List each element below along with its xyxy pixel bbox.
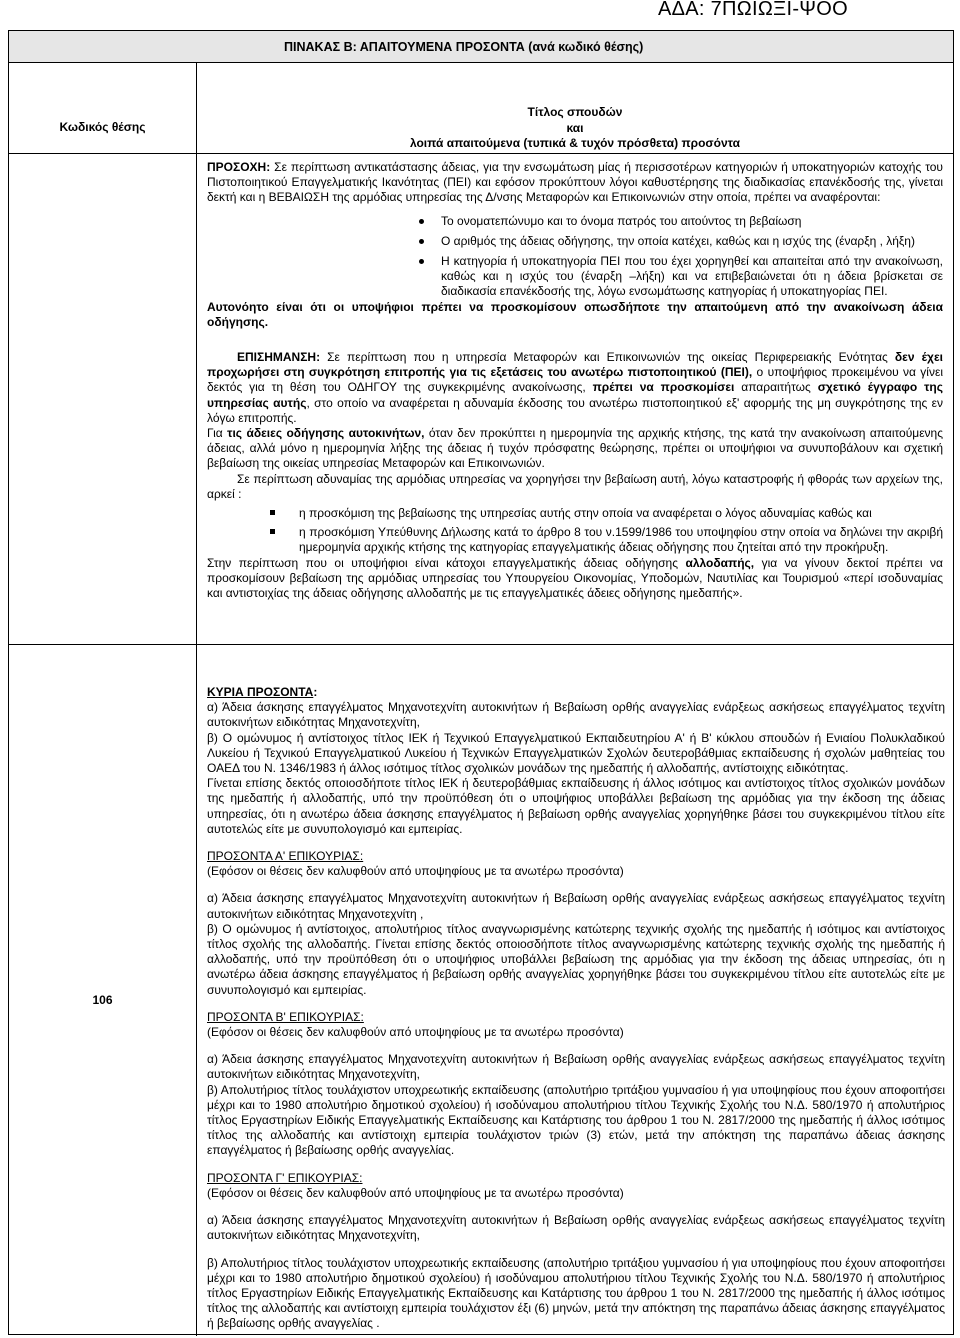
header-title-line1: Τίτλος σπουδών (527, 105, 623, 119)
notice-text-cell (197, 154, 953, 644)
loss-intro: Σε περίπτωση αδυναμίας της αρμόδιας υπηρεσίας να χορηγήσει την βεβαίωση αυτή, λόγω καταστροφής ή φθοράς των αρχείων της, αρκεί : (207, 471, 943, 501)
table-title-row (9, 31, 953, 63)
ada-code: ΑΔΑ: 7ΠΩΙΩΞΙ-ΨΟΟ (657, 0, 848, 20)
header-title-line3: λοιπά απαιτούμενα (τυπικά & τυχόν πρόσθετα) προσόντα (409, 136, 741, 150)
aux-b-heading: ΠΡΟΣΟΝΤΑ Β' ΕΠΙΚΟΥΡΙΑΣ: (207, 1009, 364, 1024)
header-code-label: Κωδικός θέσης (59, 120, 146, 134)
aux-b-item-b: β) Απολυτήριος τίτλος τουλάχιστον υποχρεωτικής εκπαίδευσης (απολυτήριο τριτάξιου γυμνασίου ή για υποψηφίους που έχουν αποφοιτήσει μέχρι και το 1980 απολυτήριο δημοτικού σχολείου) ή ισοδύναμου απολυτήριου τίτλου Τεχνικής Σχολής του Ν.Δ. 580/1970 ή απολυτήριος τίτλος Εργαστηρίων Ειδικής Επαγγελματικής Εκπαίδευσης και Κατάρτισης του άρθρου 1 του Ν. 2817/2000 της ημεδαπής ή άλλος ισότιμος τίτλος της αλλοδαπής και αντίστοιχη εμπειρία τουλάχιστον τριών (3) ετών, μετά την απόκτηση της παραπάνω άδειας άσκησης επαγγέλματος ή βεβαίωσης ορθής αναγγελίας. (207, 1082, 945, 1158)
loss-item: η προσκόμιση Υπεύθυνης Δήλωσης κατά το άρθρο 8 του ν.1599/1986 του υποψηφίου στην οποία να δηλώνει την ακριβή ημερομηνία αρχικής κτήσης της κατηγορίας επαγγελματικής άδειας οδήγησης που ζητείται από την προκήρυξη. (267, 525, 943, 555)
aux-c-note: (Εφόσον οι θέσεις δεν καλυφθούν από υποψηφίους με τα ανωτέρω προσόντα) (207, 1185, 624, 1200)
attention-label: ΕΠΙΣΗΜΑΝΣΗ: (237, 350, 321, 365)
notice-label: ΠΡΟΣΟΧΗ: (207, 160, 271, 174)
aux-a-item-b: β) Ο ομώνυμος ή αντίστοιχος, απολυτήριος τίτλος αναγνωρισμένης κατώτερης τεχνικής σχολής της ημεδαπής ή ισότιμος και αντίστοιχος τίτλος σχολής της αλλοδαπής. Γίνεται επίσης δεκτός οποιοσδήποτε τίτλος αναγνωρισμένης κατώτερης τεχνικής σχολής της ημεδαπής ή αλλοδαπής, υπό την προϋπόθεση ότι ο υποψήφιος υποβάλλει βεβαίωση της αρμόδιας για την έκδοση της άδειας υπηρεσίας, ότι η ανωτέρω άδεια άσκησης επαγγέλματος ή βεβαίωση ορθής αναγγελίας χορηγήθηκε βάσει του συγκεκριμένου τίτλου είτε αυτοτελώς είτε με συνυπολογισμό και εμπειρίας. (207, 921, 945, 997)
aux-b-note: (Εφόσον οι θέσεις δεν καλυφθούν από υποψηφίους με τα ανωτέρω προσόντα) (207, 1025, 624, 1040)
notice-bullet: Το ονοματεπώνυμο και το όνομα πατρός του αιτούντος τη βεβαίωση (413, 214, 943, 229)
main-quals-heading: ΚΥΡΙΑ ΠΡΟΣΟΝΤΑ: (207, 685, 318, 699)
table-title: ΠΙΝΑΚΑΣ Β: ΑΠΑΙΤΟΥΜΕΝΑ ΠΡΟΣΟΝΤΑ (ανά κωδικό θέσης) (284, 40, 644, 54)
position-code: 106 (92, 993, 113, 1007)
requirements-table (8, 30, 954, 1335)
header-title-line2: και (566, 120, 584, 135)
notice-row (9, 154, 953, 645)
loss-item: η προσκόμιση της βεβαίωσης της υπηρεσίας αυτής στην οποία να αναφέρεται ο λόγος αδυναμίας καθώς και (267, 506, 943, 521)
aux-a-note: (Εφόσον οι θέσεις δεν καλυφθούν από υποψηφίους με τα ανωτέρω προσόντα) (207, 864, 624, 879)
aux-c-heading: ΠΡΟΣΟΝΤΑ Γ' ΕΠΙΚΟΥΡΙΑΣ: (207, 1170, 363, 1185)
aux-a-item-a: α) Άδεια άσκησης επαγγέλματος Μηχανοτεχνίτη αυτοκινήτων ή Βεβαίωση ορθής αναγγελίας ενάρξεως ασκήσεως επαγγέλματος τεχνίτη αυτοκινήτων ειδικότητας Μηχανοτεχνίτη , (207, 891, 945, 921)
car-license-paragraph: Για τις άδειες οδήγησης αυτοκινήτων, όταν δεν προκύπτει η ημερομηνία της αρχικής κτήσης, της κατά την ανακοίνωση απαιτούμενης άδειας, αλλά μόνο η ημερομηνία λήξης της άδειας ή τυχόν πρόσφατης θεώρησης, πρέπει οι υποψήφιοι να συνυποβάλουν και σχετική βεβαίωση της οικείας υπηρεσίας Μεταφορών και Επικοινωνιών. (207, 426, 944, 471)
notice-paragraph: ΠΡΟΣΟΧΗ: Σε περίπτωση αντικατάστασης άδειας, για την ενσωμάτωση μίας ή περισσοτέρων κατηγοριών ή υποκατηγοριών κατοχής του Πιστοποιητικού Επαγγελματικής Ικανότητας (ΠΕΙ) και εφόσον προκύπτουν λόγοι καθυστέρησης της διαδικασίας επανέκδοσής της, γίνεται δεκτή και η ΒΕΒΑΙΩΣΗ της αρμόδιας υπηρεσίας της Δ/νσης Μεταφορών και Επικοινωνιών στην οποία, πρέπει να αναφέρονται: (207, 160, 943, 205)
notice-bullet: Η κατηγορία ή υποκατηγορία ΠΕΙ που του έχει χορηγηθεί και απαιτείται από την ανακοίνωση, καθώς και η ισχύς του (έναρξη –λήξη) και να επιβεβαιώνεται ότι η άδεια βρίσκεται σε διαδικασία επανέκδοσής της, λόγω ενσωμάτωσης κατηγορίας ή υποκατηγορίας ΠΕΙ. (413, 254, 943, 300)
aux-c-item-b: β) Απολυτήριος τίτλος τουλάχιστον υποχρεωτικής εκπαίδευσης (απολυτήριο τριτάξιου γυμνασίου ή για υποψηφίους που έχουν αποφοιτήσει μέχρι και το 1980 απολυτήριο δημοτικού σχολείου) ή ισοδύναμου απολυτήριου τίτλου Τεχνικής Σχολής του Ν.Δ. 580/1970 ή απολυτήριος τίτλος Εργαστηρίων Ειδικής Επαγγελματικής Εκπαίδευσης και Κατάρτισης του άρθρου 1 του Ν. 2817/2000 της ημεδαπής ή άλλος ισότιμος τίτλος της αλλοδαπής και αντίστοιχη εμπειρία τουλάχιστον έξι (6) μηνών, μετά την απόκτηση της παραπάνω άδειας άσκησης επαγγέλματος ή βεβαίωσης ορθής αναγγελίας . (207, 1255, 945, 1331)
main-quals-c: Γίνεται επίσης δεκτός οποιοσδήποτε τίτλος ΙΕΚ ή δευτεροβάθμιας εκπαίδευσης ή άλλος ισότιμος και αντίστοιχος τίτλος σχολικών μονάδων της ημεδαπής ή αλλοδαπής, υπό την προϋπόθεση ότι ο υποψήφιος υποβάλλει βεβαίωση της αρμόδιας για την έκδοση της άδειας υπηρεσίας, ότι η ανωτέρω άδεια άσκησης επαγγέλματος ή βεβαίωση ορθής αναγγελίας χορηγήθηκε βάσει του συγκεκριμένου τίτλου είτε αυτοτελώς είτε με συνυπολογισμό και εμπειρίας. (207, 776, 945, 836)
notice-bullet: Ο αριθμός της άδειας οδήγησης, την οποία κατέχει, καθώς και η ισχύς της (έναρξη , λήξη) (413, 234, 943, 249)
position-code-cell (9, 645, 197, 1336)
aux-b-item-a: α) Άδεια άσκησης επαγγέλματος Μηχανοτεχνίτη αυτοκινήτων ή Βεβαίωση ορθής αναγγελίας ενάρξεως ασκήσεως επαγγέλματος τεχνίτη αυτοκινήτων ειδικότητας Μηχανοτεχνίτη, (207, 1052, 945, 1082)
position-quals-cell (197, 645, 953, 1336)
header-code-cell (9, 63, 197, 153)
attention-paragraph: ΕΠΙΣΗΜΑΝΣΗ: Σε περίπτωση που η υπηρεσία Μεταφορών και Επικοινωνιών της οικείας Περιφερειακής Ενότητας δεν έχει προχωρήσει στη συγκρότηση επιτροπής για τις εξετάσεις του ανωτέρω πιστοποιητικού (ΠΕΙ), ο υποψήφιος προκειμένου να γίνει δεκτός για τη θέση του ΟΔΗΓΟΥ της συγκεκριμένης ανακοίνωσης, πρέπει να προσκομίσει απαραιτήτως σχετικό έγγραφο της υπηρεσίας αυτής, στο οποίο να αναφέρεται η αδυναμία έκδοσης του ανωτέρω πιστοποιητικού εξ' αφορμής της μη συγκρότησης της εν λόγω επιτροπής. (207, 350, 944, 425)
notice-closing: Αυτονόητο είναι ότι οι υποψήφιοι πρέπει να προσκομίσουν οπωσδήποτε την απαιτούμενη από την ανακοίνωση άδεια οδήγησης. (207, 299, 943, 329)
notice-code-cell (9, 154, 197, 644)
main-quals-b: β) Ο ομώνυμος ή αντίστοιχος τίτλος ΙΕΚ ή Τεχνικού Επαγγελματικού Εκπαιδευτηρίου Α' ή Β' κύκλου σπουδών ή Ενιαίου Πολυκλαδικού Λυκείου ή Τεχνικού Επαγγελματικού Λυκείου ή Τεχνικών Επαγγελματικών Σχολών δευτεροβάθμιας εκπαίδευσης ή σχολών μαθητείας του ΟΑΕΔ του Ν. 1346/1983 ή άλλος ισότιμος τίτλος σχολικών μονάδων της ημεδαπής ή αλλοδαπής, αντίστοιχης ειδικότητας. (207, 730, 945, 776)
main-quals-a: α) Άδεια άσκησης επαγγέλματος Μηχανοτεχνίτη αυτοκινήτων ή Βεβαίωση ορθής αναγγελίας ενάρξεως ασκήσεως επαγγέλματος τεχνίτη αυτοκινήτων ειδικότητας Μηχανοτεχνίτη, (207, 700, 945, 730)
foreign-license-paragraph: Στην περίπτωση που οι υποψήφιοι είναι κάτοχοι επαγγελματικής άδειας οδήγησης αλλοδαπής, για να γίνουν δεκτοί πρέπει να προσκομίσουν βεβαίωση της αρμόδιας υπηρεσίας του Υπουργείου Οικονομίας, Υποδομών, Ναυτιλίας και Τουρισμού «περί ισοδυναμίας και αντιστοιχίας της άδειας οδήγησης αλλοδαπής με τις επαγγελματικές άδειες οδήγησης ημεδαπής». (207, 555, 943, 601)
aux-c-item-a: α) Άδεια άσκησης επαγγέλματος Μηχανοτεχνίτη αυτοκινήτων ή Βεβαίωση ορθής αναγγελίας ενάρξεως ασκήσεως επαγγέλματος τεχνίτη αυτοκινήτων ειδικότητας Μηχανοτεχνίτη, (207, 1213, 945, 1243)
header-title-cell (197, 63, 953, 153)
aux-a-heading: ΠΡΟΣΟΝΤΑ Α' ΕΠΙΚΟΥΡΙΑΣ: (207, 849, 364, 864)
table-header-row (9, 63, 953, 154)
position-row (9, 645, 953, 1336)
